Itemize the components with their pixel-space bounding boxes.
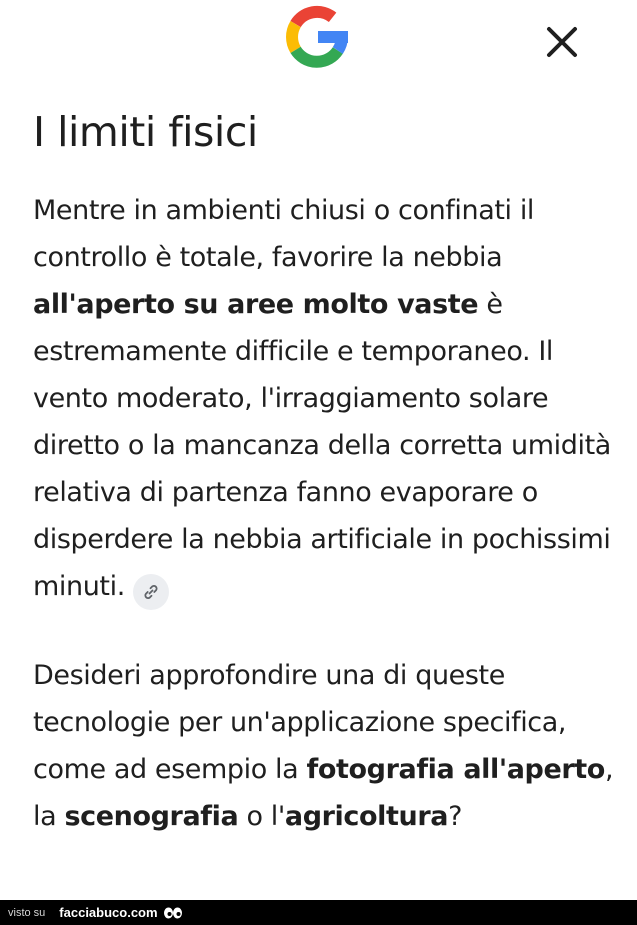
bold-phrase: fotografia all'aperto bbox=[306, 754, 605, 785]
bold-phrase: agricoltura bbox=[284, 801, 449, 832]
bold-phrase: scenografia bbox=[64, 801, 239, 832]
link-icon bbox=[142, 583, 160, 601]
paragraph-physical-limits bbox=[33, 187, 618, 610]
paragraph-followup-question bbox=[33, 652, 618, 840]
paragraph-text: Mentre in ambienti chiusi o confinati il controllo è totale, favorire la nebbia bbox=[33, 195, 535, 273]
footer-prefix: visto su bbox=[8, 906, 46, 919]
bold-phrase: all'aperto su aree molto vaste bbox=[33, 289, 479, 320]
paragraph-text: è estremamente difficile e temporaneo. Il vento moderato, l'irraggiamento solare diretto o la mancanza della corretta umidità relativa di partenza fanno evaporare o disperdere la nebbia artificiale in pochissimi minuti. bbox=[33, 289, 611, 602]
close-button[interactable] bbox=[538, 18, 586, 66]
paragraph-text: ? bbox=[448, 801, 463, 832]
paragraph-text: o l' bbox=[238, 801, 285, 832]
watermark-footer bbox=[0, 900, 637, 925]
footer-site-name: facciabuco.com bbox=[59, 905, 158, 920]
close-icon bbox=[545, 25, 579, 59]
section-title: I limiti fisici bbox=[33, 108, 258, 156]
top-bar bbox=[0, 0, 637, 95]
google-g-logo-icon bbox=[284, 4, 350, 70]
source-link-button[interactable] bbox=[133, 574, 169, 610]
eyes-icon bbox=[163, 906, 183, 920]
paragraph-text: , la bbox=[33, 754, 614, 832]
paragraph-text: Desideri approfondire una di queste tecnologie per un'applicazione specifica, come ad esempio la bbox=[33, 660, 567, 785]
